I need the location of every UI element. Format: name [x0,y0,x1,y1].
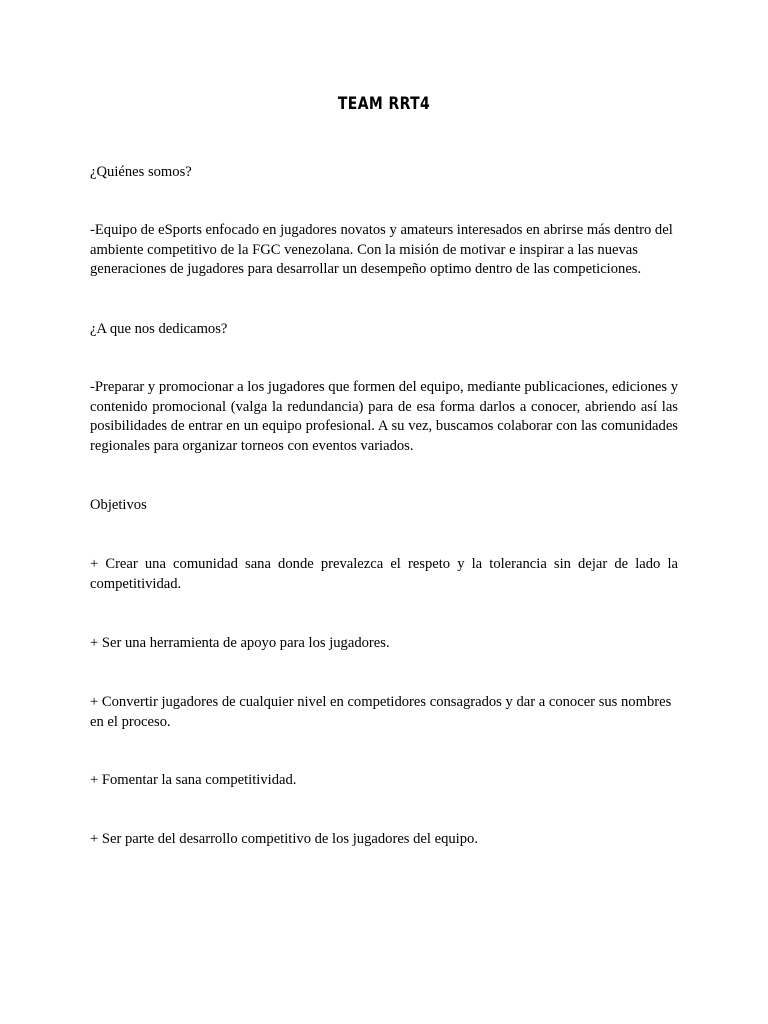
objective-item: + Convertir jugadores de cualquier nivel en competidores consagrados y dar a conocer sus nombres en el proceso. [90,694,672,730]
paragraph-quienes-somos: -Equipo de eSports enfocado en jugadores novatos y amateurs interesados en abrirse más dentro del ambiente competitivo de la FGC venezolana. Con la misión de motivar e inspirar a las nuevas generaciones de jugadores para desarrollar un desempeño optimo dentro de las competiciones. [90,222,673,278]
paragraph-a-que-nos-dedicamos: -Preparar y promocionar a los jugadores que formen del equipo, mediante publicaciones, ediciones y contenido promocional (valga la redundancia) para de esa forma darlos a conocer, abriendo así las posibilidades de entrar en un equipo profesional. A su vez, buscamos colaborar con las comunidades regionales para organizar torneos con eventos variados. [90,379,679,454]
heading-objetivos: Objetivos [90,497,147,513]
document-title: TEAM RRT4 [337,94,431,114]
objective-item: + Fomentar la sana competitividad. [90,772,297,788]
heading-quienes-somos: ¿Quiénes somos? [90,164,192,180]
objective-item: + Crear una comunidad sana donde prevalezca el respeto y la tolerancia sin dejar de lado la competitividad. [90,556,678,592]
objective-item: + Ser una herramienta de apoyo para los jugadores. [90,635,390,651]
objective-item: + Ser parte del desarrollo competitivo de los jugadores del equipo. [90,831,478,847]
heading-a-que-nos-dedicamos: ¿A que nos dedicamos? [90,321,228,337]
